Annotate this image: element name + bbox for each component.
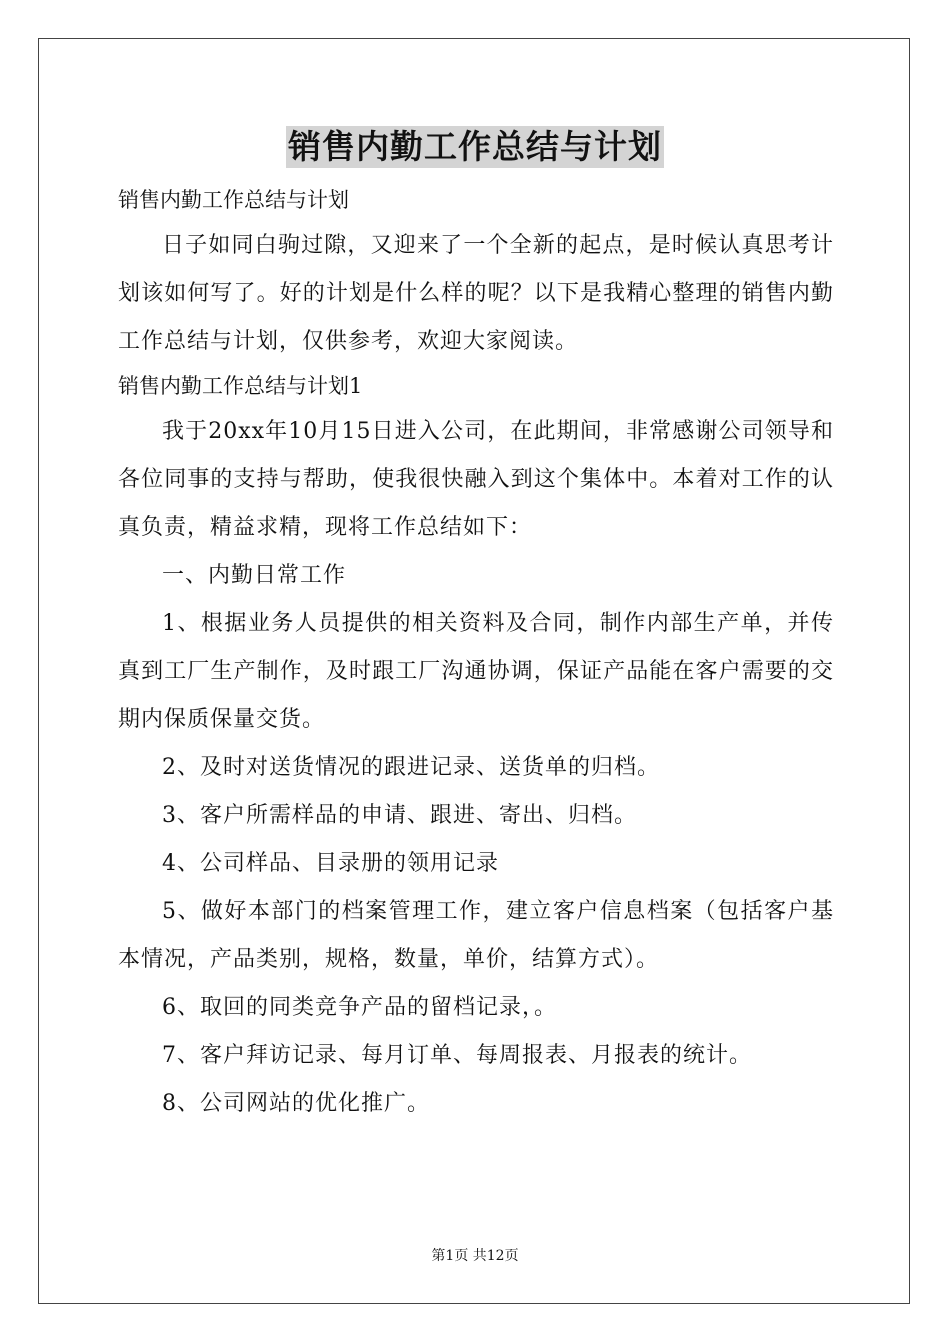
document-body — [118, 182, 834, 1128]
body-paragraph: 我于20xx年10月15日进入公司，在此期间，非常感谢公司领导和各位同事的支持与帮助，使我很快融入到这个集体中。本着对工作的认真负责，精益求精，现将工作总结如下： — [118, 419, 834, 540]
body-paragraph: 3、客户所需样品的申请、跟进、寄出、归档。 — [162, 803, 637, 828]
intro-paragraph: 日子如同白驹过隙，又迎来了一个全新的起点，是时候认真思考计划该如何写了。好的计划是什么样的呢？以下是我精心整理的销售内勤工作总结与计划，仅供参考，欢迎大家阅读。 — [118, 233, 834, 354]
body-paragraph: 7、客户拜访记录、每月订单、每周报表、月报表的统计。 — [162, 1043, 752, 1068]
page-footer: 第1页 共12页 — [431, 1248, 519, 1264]
document-subtitle: 销售内勤工作总结与计划 — [118, 188, 349, 212]
body-paragraph: 8、公司网站的优化推广。 — [162, 1091, 430, 1116]
body-paragraph: 6、取回的同类竞争产品的留档记录，。 — [162, 995, 557, 1020]
body-paragraph: 1、根据业务人员提供的相关资料及合同，制作内部生产单，并传真到工厂生产制作，及时跟工厂沟通协调，保证产品能在客户需要的交期内保质保量交货。 — [118, 611, 834, 732]
title-container — [0, 126, 950, 168]
body-paragraph: 4、公司样品、目录册的领用记录 — [162, 851, 499, 876]
body-paragraph: 5、做好本部门的档案管理工作，建立客户信息档案（包括客户基本情况，产品类别，规格，数量，单价，结算方式）。 — [118, 899, 834, 972]
body-paragraph: 一、内勤日常工作 — [162, 563, 347, 588]
document-title: 销售内勤工作总结与计划 — [288, 127, 662, 166]
body-paragraph: 2、及时对送货情况的跟进记录、送货单的归档。 — [162, 755, 660, 780]
section-heading: 销售内勤工作总结与计划1 — [118, 374, 363, 398]
